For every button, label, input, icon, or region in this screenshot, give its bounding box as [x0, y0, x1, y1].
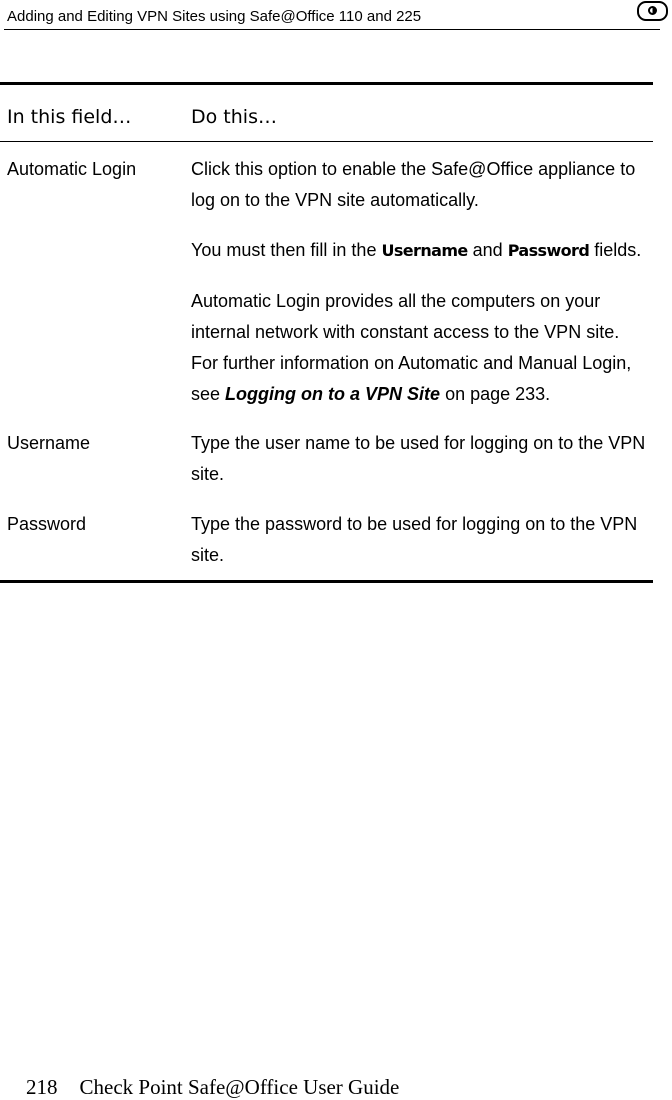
text-fragment: Automatic Login provides all the computers on your internal network with constant access to the VPN site. For further information on Automatic and Manual Login, see: [191, 291, 632, 404]
text-fragment: You must then fill in the: [191, 240, 377, 260]
field-description-username: Type the user name to be used for logging on to the VPN site.: [191, 433, 646, 484]
field-description-password: Type the password to be used for logging on to the VPN site.: [191, 514, 638, 565]
field-name-username: Username: [7, 433, 91, 453]
text-fragment: and: [472, 240, 503, 260]
table-bottom-rule: [0, 580, 653, 583]
header-divider: [4, 29, 660, 30]
table-header-rule: [0, 141, 653, 142]
page-number: 218: [26, 1075, 58, 1099]
text-fragment: on page 233.: [445, 384, 551, 404]
keyword-password: Password: [507, 241, 590, 260]
cross-reference-link[interactable]: Logging on to a VPN Site: [225, 384, 441, 404]
table-top-rule: [0, 82, 653, 85]
column-header-action: Do this…: [191, 106, 277, 128]
field-description-automatic-login-p3: [191, 286, 646, 410]
text-fragment: fields.: [594, 240, 642, 260]
guide-title: Check Point Safe@Office User Guide: [79, 1075, 400, 1099]
column-header-field: In this field…: [7, 106, 132, 128]
field-name-password: Password: [7, 514, 87, 534]
checkpoint-logo-icon: [637, 1, 668, 21]
keyword-username: Username: [381, 241, 468, 260]
field-description-automatic-login-p1: Click this option to enable the Safe@Office appliance to log on to the VPN site automatically.: [191, 159, 636, 210]
field-name-automatic-login: Automatic Login: [7, 159, 137, 179]
field-description-automatic-login-p2: [191, 235, 646, 266]
running-header: Adding and Editing VPN Sites using Safe@Office 110 and 225: [7, 8, 422, 25]
page-footer: [26, 1075, 399, 1100]
